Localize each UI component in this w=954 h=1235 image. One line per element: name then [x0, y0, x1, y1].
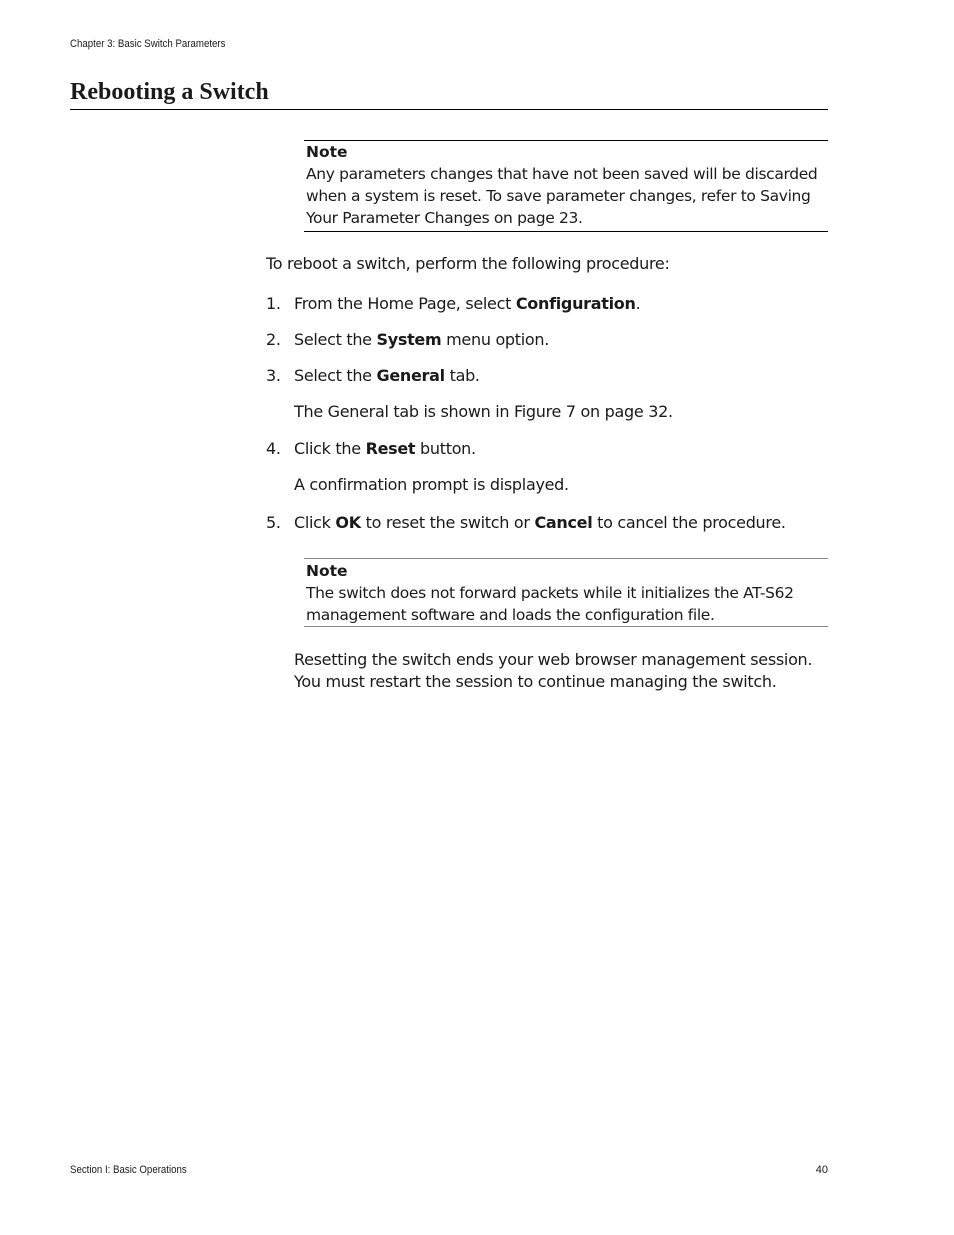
- footer-section: Section I: Basic Operations: [70, 1164, 187, 1176]
- ui-term: Configuration: [515, 294, 636, 313]
- note-text: The switch does not forward packets while it initializes the AT-S62 management software and loads the configuration file.: [306, 584, 794, 624]
- ui-term: System: [376, 330, 442, 349]
- ui-term: OK: [335, 513, 361, 532]
- note-box: [304, 558, 828, 627]
- step-number: 5.: [266, 513, 281, 532]
- step-text: menu option.: [441, 330, 550, 349]
- step-text: Select the: [294, 330, 377, 349]
- page-number: 40: [815, 1164, 828, 1176]
- step-3-followup: The General tab is shown in Figure 7 on page 32.: [294, 402, 673, 421]
- step-text: to reset the switch or: [360, 513, 535, 532]
- step-text: tab.: [444, 366, 480, 385]
- step-number: 4.: [266, 439, 281, 458]
- step-text: .: [635, 294, 641, 313]
- step-4-followup: A confirmation prompt is displayed.: [294, 475, 569, 494]
- step-text: Click the: [294, 439, 366, 458]
- note-label: Note: [306, 143, 348, 161]
- section-title: Rebooting a Switch: [70, 79, 269, 105]
- ui-term: Reset: [365, 439, 416, 458]
- step-text: Click: [294, 513, 336, 532]
- step-text: From the Home Page, select: [294, 294, 516, 313]
- step-text: to cancel the procedure.: [592, 513, 786, 532]
- title-rule: [70, 109, 828, 110]
- intro-paragraph: To reboot a switch, perform the following procedure:: [266, 254, 670, 273]
- closing-paragraph: Resetting the switch ends your web browser management session. You must restart the session to continue managing the switch.: [294, 650, 813, 691]
- step-text: Select the: [294, 366, 377, 385]
- running-head: Chapter 3: Basic Switch Parameters: [70, 38, 226, 50]
- step-4: [266, 438, 476, 460]
- ui-term: General: [376, 366, 445, 385]
- step-2: [266, 329, 549, 351]
- ui-term: Cancel: [534, 513, 593, 532]
- step-number: 2.: [266, 330, 281, 349]
- note-label: Note: [306, 562, 348, 580]
- note-text: Any parameters changes that have not been saved will be discarded when a system is reset. To save parameter changes, refer to Saving Your Parameter Changes on page 23.: [306, 165, 818, 227]
- step-text: button.: [415, 439, 476, 458]
- step-number: 1.: [266, 294, 281, 313]
- step-number: 3.: [266, 366, 281, 385]
- step-5: [266, 512, 786, 534]
- note-box: [304, 140, 828, 232]
- step-1: [266, 293, 640, 315]
- step-3: [266, 365, 480, 387]
